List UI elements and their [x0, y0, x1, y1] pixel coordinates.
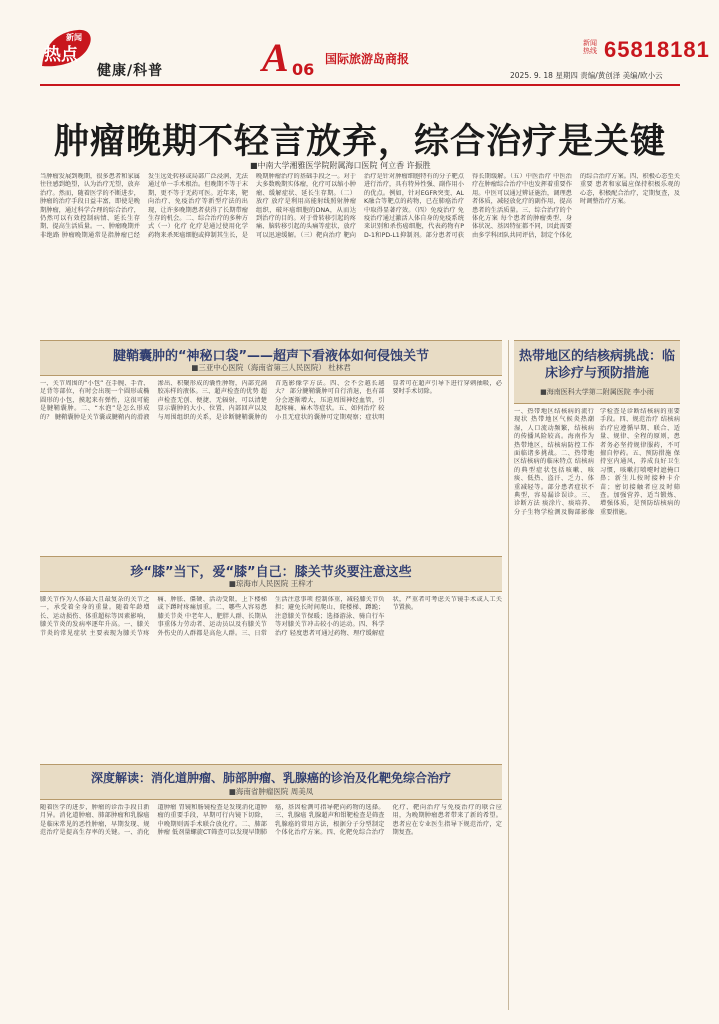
paper-name: 国际旅游岛商报 — [325, 52, 410, 66]
main-byline: ■中南大学湘雅医学院附属海口医院 何立香 许振胜 — [250, 161, 431, 170]
article-5-byline: ■海南省肿瘤医院 周美凤 — [228, 787, 314, 796]
article-4-title: 珍“膝”当下，爱“膝”自己：膝关节炎要注意这些 — [130, 565, 412, 580]
article-2-body: 一、关节周围的“小包” 在手腕、手背、足背等部位，有时会出现一个圆形或椭圆形的小包，摸起来有弹性，这很可能是腱鞘囊肿。二、“水泡”是怎么形成的？ 腱鞘囊肿是关节囊或腱鞘内的滑液渗出、积聚形成的囊性肿物，内部充满胶冻样的液体。三、超声检查的优势 超声检查无创、便捷、无辐射，可以清楚显示囊肿的大小、位置、内部回声以及与周围组织的关系，是诊断腱鞘囊肿的首选影像学方法。四、会不会越长越大？ 部分腱鞘囊肿可自行消退，也有部分会逐渐增大，压迫周围神经血管，引起疼痛、麻木等症状。五、如何治疗 较小且无症状的囊肿可定期观察；症状明显者可在超声引导下进行穿刺抽吸，必要时手术切除。 — [40, 380, 502, 421]
header-rule — [40, 84, 680, 86]
page-number: 06 — [292, 60, 315, 79]
main-article-body: 当肿瘤发展到晚期，很多患者和家属往往感到绝望，认为治疗无望，放弃治疗。然而，随着医学的不断进步，肿瘤的治疗手段日益丰富，即使是晚期肿瘤，通过科学合理的综合治疗，仍然可以有效控制病情、延长生存期、提高生活质量。一、肿瘤晚期并非绝路 肿瘤晚期通常是指肿瘤已经发生远处转移或局部广泛浸润，无法通过单一手术根治。但晚期不等于末期，更不等于无药可医。近年来，靶向治疗、免疫治疗等新型疗法的出现，让许多晚期患者获得了长期带瘤生存的机会。二、综合治疗的多种方式（一）化疗 化疗是通过使用化学药物来杀死癌细胞或抑制其生长，是晚期肿瘤治疗的基础手段之一。对于大多数晚期实体瘤，化疗可以缩小肿瘤、缓解症状、延长生存期。（二）放疗 放疗是利用高能射线照射肿瘤组织，破坏癌细胞的DNA，从而达到治疗的目的。对于骨转移引起的疼痛、脑转移引起的头痛等症状，放疗可以迅速缓解。（三）靶向治疗 靶向治疗是针对肿瘤细胞特有的分子靶点进行治疗，具有特异性强、副作用小的优点。例如，针对EGFR突变、ALK融合等靶点的药物，已在肺癌治疗中取得显著疗效。（四）免疫治疗 免疫治疗通过激活人体自身的免疫系统来识别和杀伤癌细胞，代表药物有PD-1和PD-L1抑制剂。部分患者可获得长期缓解。（五）中医治疗 中医治疗在肿瘤综合治疗中也发挥着重要作用。中医可以通过辨证施治，调理患者体质，减轻放化疗的副作用，提高患者的生活质量。三、综合治疗的个体化方案 每个患者的肿瘤类型、身体状况、基因特征都不同，因此需要由多学科团队共同评估，制定个体化的综合治疗方案。四、积极心态至关重要 患者和家属应保持积极乐观的心态，积极配合治疗，定期复查，及时调整治疗方案。 — [40, 173, 680, 239]
issue-meta: 2025. 9. 18 星期四 责编/黄创泽 美编/欧小云 — [510, 71, 663, 80]
article-4-header — [40, 556, 502, 592]
hotline-label: 新闻热线 — [583, 39, 597, 55]
article-5-header — [40, 764, 502, 800]
article-3-body: 一、热带地区结核病的流行现状 热带地区气候炎热潮湿，人口流动频繁，结核病的传播风险较高。海南作为热带地区，结核病防控工作面临诸多挑战。二、热带地区结核病的临床特点 结核病的典型症状包括咳嗽、咳痰、低热、盗汗、乏力、体重减轻等。部分患者症状不典型，容易漏诊误诊。三、诊断方法 痰涂片、痰培养、分子生物学检测及胸部影像学检查是诊断结核病的重要手段。四、规范治疗 结核病治疗应遵循早期、联合、适量、规律、全程的原则，患者务必坚持规律服药，不可擅自停药。五、预防措施 保持室内通风，养成良好卫生习惯，咳嗽打喷嚏时遮掩口鼻；新生儿按时接种卡介苗；密切接触者应及时筛查。加强营养、适当锻炼、增强体质，是预防结核病的重要措施。 — [514, 408, 680, 516]
article-4-body: 膝关节作为人体最大且最复杂的关节之一，承受着全身的重量。随着年龄增长、运动损伤、体重超标等因素影响，膝关节炎的发病率逐年升高。一、膝关节炎的常见症状 主要表现为膝关节疼痛、肿胀、僵硬、活动受限，上下楼梯或下蹲时疼痛加重。二、哪些人容易患膝关节炎 中老年人、肥胖人群、长期从事重体力劳动者、运动员以及有膝关节外伤史的人群都是高危人群。三、日常生活注意事项 控制体重，减轻膝关节负担；避免长时间爬山、爬楼梯、蹲跪；注意膝关节保暖；选择游泳、骑自行车等对膝关节冲击较小的运动。四、科学治疗 轻度患者可通过药物、理疗缓解症状，严重者可考虑关节镜手术或人工关节置换。 — [40, 596, 502, 637]
article-3-header — [514, 340, 680, 404]
column-divider — [508, 340, 509, 1010]
article-4-byline: ■琼海市人民医院 王梓才 — [228, 579, 314, 588]
article-2-byline: ■三亚中心医院（海南省第三人民医院） 杜林君 — [191, 363, 351, 372]
hotline-number: 65818181 — [604, 37, 710, 62]
article-2-title: 腱鞘囊肿的“神秘口袋”——超声下看液体如何侵蚀关节 — [112, 349, 430, 364]
section-badge-text: 热点 — [44, 45, 78, 65]
article-3-title: 热带地区的结核病挑战：临床诊疗与预防措施 — [518, 349, 675, 381]
main-headline: 肿瘤晚期不轻言放弃，综合治疗是关键 — [53, 122, 666, 162]
article-5-body: 随着医学的进步，肿瘤的诊治手段日新月异。消化道肿瘤、肺部肿瘤和乳腺癌是临床常见的恶性肿瘤，早期发现、规范治疗是提高生存率的关键。一、消化道肿瘤 胃镜和肠镜检查是发现消化道肿瘤的重要手段，早期可行内镜下切除，中晚期则需手术联合放化疗。二、肺部肿瘤 低剂量螺旋CT筛查可以发现早期肺癌，基因检测可指导靶向药物的选择。三、乳腺癌 乳腺超声和钼靶检查是筛查乳腺癌的常用方法，根据分子分型制定个体化治疗方案。四、化靶免综合治疗 化疗、靶向治疗与免疫治疗的联合应用，为晚期肿瘤患者带来了新的希望。患者应在专业医生指导下规范治疗，定期复查。 — [40, 804, 502, 837]
section-badge-small: 新闻 — [66, 33, 82, 42]
article-2-header — [40, 340, 502, 376]
article-3-byline: ■海南医科大学第二附属医院 李小雨 — [540, 388, 654, 396]
page-letter: A — [262, 35, 289, 80]
section-title: 健康/科普 — [97, 63, 164, 79]
article-5-title: 深度解读：消化道肿瘤、肺部肿瘤、乳腺癌的诊治及化靶免综合治疗 — [90, 771, 451, 785]
